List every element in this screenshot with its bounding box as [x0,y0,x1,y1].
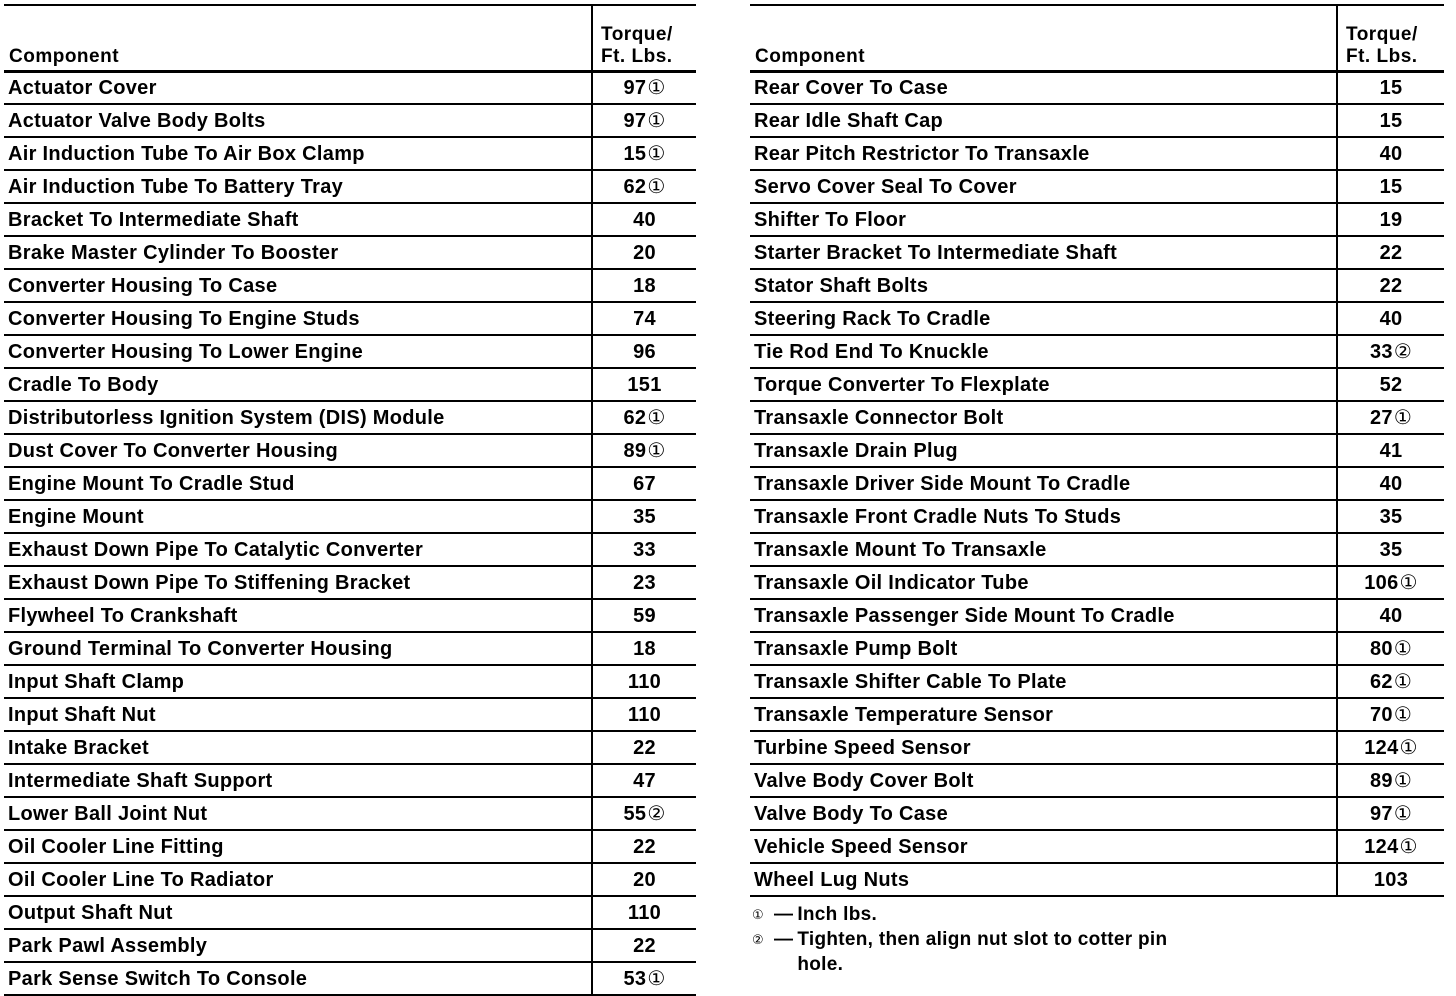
torque-value: 62 [1369,670,1393,693]
torque-cell [592,797,696,830]
table-row [4,203,696,236]
torque-value: 33 [1369,340,1393,363]
table-row [750,863,1444,896]
component-name: Flywheel To Crankshaft [4,599,592,632]
footnote-mark: ① [647,439,666,462]
component-name: Brake Master Cylinder To Booster [4,236,592,269]
torque-value: 40 [1379,472,1403,495]
table-row [750,830,1444,863]
component-name: Air Induction Tube To Air Box Clamp [4,137,592,170]
torque-cell [1337,566,1444,599]
torque-value: 20 [633,241,656,264]
torque-cell [592,764,696,797]
component-name: Rear Idle Shaft Cap [750,104,1337,137]
component-name: Tie Rod End To Knuckle [750,335,1337,368]
torque-cell [592,698,696,731]
table-row [750,137,1444,170]
torque-cell [592,896,696,929]
footnote-text: Tighten, then align nut slot to cotter pin hole. [797,929,1168,975]
component-name: Intake Bracket [4,731,592,764]
component-column-header: Component [4,5,592,71]
torque-value: 35 [633,505,656,528]
component-name: Distributorless Ignition System (DIS) Module [4,401,592,434]
torque-cell [592,335,696,368]
torque-value: 33 [633,538,656,561]
torque-cell [1337,368,1444,401]
component-name: Ground Terminal To Converter Housing [4,632,592,665]
table-row [4,335,696,368]
table-row [750,335,1444,368]
footnote-mark: ① [647,109,666,132]
component-name: Input Shaft Nut [4,698,592,731]
component-name: Park Pawl Assembly [4,929,592,962]
torque-value: 151 [627,373,662,396]
component-name: Converter Housing To Engine Studs [4,302,592,335]
torque-cell [1337,731,1444,764]
table-row [750,698,1444,731]
table-row [750,368,1444,401]
torque-value: 97 [1369,802,1393,825]
torque-value: 67 [633,472,656,495]
table-row [4,71,696,104]
table-row [4,170,696,203]
table-row [750,104,1444,137]
torque-cell [592,71,696,104]
torque-value: 20 [633,868,656,891]
table-row [750,269,1444,302]
table-row [4,599,696,632]
torque-cell [1337,764,1444,797]
torque-value: 110 [627,901,662,924]
component-name: Intermediate Shaft Support [4,764,592,797]
table-row [4,104,696,137]
component-name: Transaxle Shifter Cable To Plate [750,665,1337,698]
component-name: Transaxle Temperature Sensor [750,698,1337,731]
torque-cell [592,863,696,896]
table-row [4,533,696,566]
component-name: Oil Cooler Line Fitting [4,830,592,863]
torque-cell [592,566,696,599]
torque-value: 110 [627,670,662,693]
torque-value: 15 [1379,109,1403,132]
torque-value: 62 [623,175,647,198]
torque-cell [1337,863,1444,896]
torque-cell [1337,632,1444,665]
torque-value: 22 [1379,241,1403,264]
component-name: Converter Housing To Case [4,269,592,302]
torque-value: 19 [1379,208,1403,231]
table-row [4,632,696,665]
table-header-row [4,5,696,71]
torque-value: 22 [633,736,656,759]
table-row [750,500,1444,533]
footnote-mark: ② [647,802,666,825]
torque-header-line2: Ft. Lbs. [601,45,673,67]
component-name: Starter Bracket To Intermediate Shaft [750,236,1337,269]
torque-value: 52 [1379,373,1403,396]
torque-value: 15 [623,142,647,165]
torque-cell [1337,599,1444,632]
torque-value: 106 [1364,571,1399,594]
table-row [4,929,696,962]
component-name: Exhaust Down Pipe To Stiffening Bracket [4,566,592,599]
torque-value: 124 [1364,736,1399,759]
component-name: Transaxle Connector Bolt [750,401,1337,434]
torque-cell [1337,170,1444,203]
table-row [750,599,1444,632]
torque-header-line2: Ft. Lbs. [1346,45,1418,67]
table-row [750,632,1444,665]
torque-value: 96 [633,340,656,363]
table-row [750,731,1444,764]
torque-value: 15 [1379,175,1403,198]
footnote-mark: ① [647,76,666,99]
component-name: Steering Rack To Cradle [750,302,1337,335]
torque-cell [1337,467,1444,500]
table-row [4,434,696,467]
footnote-mark: ① [1393,406,1413,429]
table-row [750,797,1444,830]
component-name: Turbine Speed Sensor [750,731,1337,764]
torque-cell [592,170,696,203]
torque-column-header [1337,5,1444,71]
table-row [750,71,1444,104]
torque-cell [592,830,696,863]
component-name: Transaxle Driver Side Mount To Cradle [750,467,1337,500]
footnote-mark: ① [1399,736,1418,759]
table-row [4,962,696,995]
torque-value: 27 [1369,406,1393,429]
footnote-mark: ① [647,142,666,165]
torque-cell [1337,335,1444,368]
component-name: Air Induction Tube To Battery Tray [4,170,592,203]
component-name: Actuator Valve Body Bolts [4,104,592,137]
table-row [4,896,696,929]
footnote-inch-lbs [752,902,1232,927]
torque-value: 35 [1379,505,1403,528]
torque-value: 23 [633,571,656,594]
footnote-mark: ① [647,967,666,990]
table-row [750,203,1444,236]
component-name: Valve Body Cover Bolt [750,764,1337,797]
torque-cell [1337,830,1444,863]
table-row [750,401,1444,434]
component-name: Park Sense Switch To Console [4,962,592,995]
torque-cell [1337,269,1444,302]
torque-cell [1337,203,1444,236]
table-row [4,665,696,698]
table-row [750,566,1444,599]
torque-value: 97 [623,109,647,132]
table-row [4,830,696,863]
torque-value: 53 [623,967,647,990]
torque-cell [1337,533,1444,566]
torque-cell [592,236,696,269]
component-name: Bracket To Intermediate Shaft [4,203,592,236]
torque-cell [1337,302,1444,335]
footnote-mark: ① [1393,670,1413,693]
footnote-mark: ① [1399,571,1418,594]
component-column-header: Component [750,5,1337,71]
footnote-mark: ② [1393,340,1413,363]
torque-cell [592,104,696,137]
torque-cell [592,929,696,962]
table-row [4,401,696,434]
torque-value: 40 [633,208,656,231]
torque-cell [1337,698,1444,731]
table-row [4,467,696,500]
torque-value: 124 [1364,835,1399,858]
table-row [4,764,696,797]
component-name: Oil Cooler Line To Radiator [4,863,592,896]
component-name: Shifter To Floor [750,203,1337,236]
torque-cell [1337,434,1444,467]
torque-value: 89 [623,439,647,462]
component-name: Transaxle Drain Plug [750,434,1337,467]
table-row [750,170,1444,203]
table-row [4,236,696,269]
component-name: Rear Pitch Restrictor To Transaxle [750,137,1337,170]
table-header-row [750,5,1444,71]
table-row [4,698,696,731]
torque-cell [592,137,696,170]
table-row [4,566,696,599]
torque-cell [592,665,696,698]
torque-cell [592,269,696,302]
table-row [750,533,1444,566]
component-name: Engine Mount [4,500,592,533]
component-name: Stator Shaft Bolts [750,269,1337,302]
table-row [4,269,696,302]
footnote-mark: ① [647,175,666,198]
table-row [750,302,1444,335]
torque-value: 59 [633,604,656,627]
component-name: Actuator Cover [4,71,592,104]
torque-value: 62 [623,406,647,429]
torque-header-line1: Torque/ [601,23,673,45]
table-row [4,863,696,896]
torque-value: 41 [1379,439,1403,462]
torque-value: 40 [1379,142,1403,165]
table-row [750,434,1444,467]
torque-value: 97 [623,76,647,99]
table-row [4,731,696,764]
torque-value: 103 [1373,868,1409,891]
component-name: Input Shaft Clamp [4,665,592,698]
torque-value: 74 [633,307,656,330]
torque-cell [1337,104,1444,137]
component-name: Transaxle Oil Indicator Tube [750,566,1337,599]
footnote-text: Inch lbs. [797,904,878,925]
component-name: Transaxle Passenger Side Mount To Cradle [750,599,1337,632]
torque-cell [592,368,696,401]
table-row [4,368,696,401]
footnote-dash: — [774,904,794,925]
torque-cell [1337,401,1444,434]
torque-value: 55 [623,802,647,825]
footnote-mark: ① [647,406,666,429]
component-name: Exhaust Down Pipe To Catalytic Converter [4,533,592,566]
torque-value: 70 [1369,703,1393,726]
torque-cell [592,467,696,500]
torque-value: 18 [633,274,656,297]
torque-cell [592,203,696,236]
component-name: Transaxle Front Cradle Nuts To Studs [750,500,1337,533]
footnote-symbol: ① [752,907,764,922]
torque-value: 18 [633,637,656,660]
footnote-cotter-pin [752,927,1232,977]
torque-value: 35 [1379,538,1403,561]
footnote-mark: ① [1393,637,1413,660]
component-name: Wheel Lug Nuts [750,863,1337,896]
torque-value: 40 [1379,307,1403,330]
component-name: Cradle To Body [4,368,592,401]
torque-header-line1: Torque/ [1346,23,1418,45]
torque-value: 110 [627,703,662,726]
torque-cell [592,599,696,632]
component-name: Dust Cover To Converter Housing [4,434,592,467]
component-name: Servo Cover Seal To Cover [750,170,1337,203]
table-row [750,467,1444,500]
torque-cell [592,302,696,335]
torque-value: 89 [1369,769,1393,792]
footnotes [752,902,1232,977]
torque-value: 22 [633,934,656,957]
torque-table-left [4,4,696,996]
torque-cell [1337,500,1444,533]
torque-table-right [750,4,1444,897]
table-row [750,764,1444,797]
footnote-symbol: ② [752,932,764,947]
torque-cell [592,401,696,434]
component-name: Transaxle Pump Bolt [750,632,1337,665]
torque-cell [1337,71,1444,104]
torque-cell [592,434,696,467]
footnote-mark: ① [1393,703,1413,726]
torque-value: 22 [633,835,656,858]
torque-value: 22 [1379,274,1403,297]
component-name: Output Shaft Nut [4,896,592,929]
table-row [750,236,1444,269]
table-row [4,137,696,170]
torque-value: 40 [1379,604,1403,627]
torque-cell [592,962,696,995]
component-name: Valve Body To Case [750,797,1337,830]
torque-cell [1337,236,1444,269]
table-row [750,665,1444,698]
torque-cell [1337,137,1444,170]
footnote-dash: — [774,929,794,950]
torque-value: 80 [1369,637,1393,660]
torque-cell [592,632,696,665]
torque-cell [592,533,696,566]
table-row [4,797,696,830]
component-name: Rear Cover To Case [750,71,1337,104]
footnote-mark: ① [1393,769,1413,792]
footnote-mark: ① [1399,835,1418,858]
table-row [4,302,696,335]
footnote-mark: ① [1393,802,1413,825]
component-name: Transaxle Mount To Transaxle [750,533,1337,566]
component-name: Vehicle Speed Sensor [750,830,1337,863]
component-name: Lower Ball Joint Nut [4,797,592,830]
torque-cell [592,731,696,764]
component-name: Torque Converter To Flexplate [750,368,1337,401]
torque-value: 47 [633,769,656,792]
table-row [4,500,696,533]
torque-column-header [592,5,696,71]
torque-cell [592,500,696,533]
torque-cell [1337,797,1444,830]
component-name: Converter Housing To Lower Engine [4,335,592,368]
torque-value: 15 [1379,76,1403,99]
component-name: Engine Mount To Cradle Stud [4,467,592,500]
torque-cell [1337,665,1444,698]
